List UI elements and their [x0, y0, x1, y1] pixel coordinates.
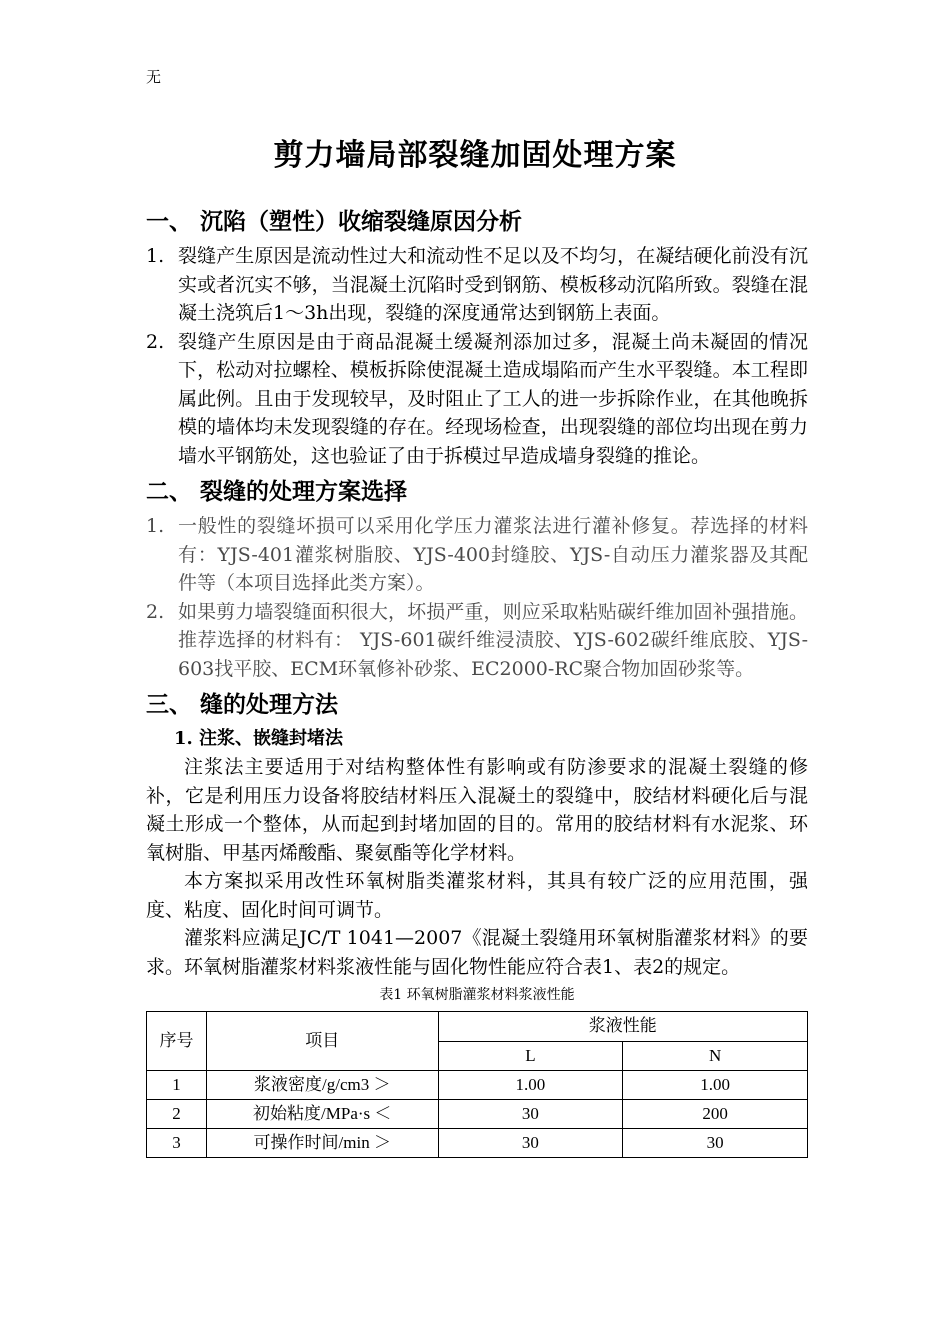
- list-number: 2.: [146, 600, 165, 623]
- header-col-n: N: [623, 1041, 808, 1071]
- document-body: [146, 206, 808, 1158]
- document-title: 剪力墙局部裂缝加固处理方案: [273, 138, 677, 173]
- table-header-row: [147, 1012, 808, 1042]
- table-row: [147, 1071, 808, 1100]
- header-item: 项目: [206, 1012, 438, 1071]
- cell-no: 3: [147, 1129, 207, 1158]
- cell-n: 200: [623, 1100, 808, 1129]
- section-heading-methods: 三、 缝的处理方法: [146, 691, 339, 718]
- cell-l: 30: [438, 1100, 623, 1129]
- section-heading-causes: 一、 沉陷（塑性）收缩裂缝原因分析: [146, 208, 523, 235]
- list-text: 一般性的裂缝坏损可以采用化学压力灌浆法进行灌补修复。荐选择的材料有：YJS-401灌浆树脂胶、YJS-400封缝胶、YJS-自动压力灌浆器及其配件等（本项目选择此类方案）。: [178, 515, 808, 594]
- section-heading-options: 二、 裂缝的处理方案选择: [146, 478, 408, 505]
- list-number: 1.: [146, 515, 165, 537]
- cell-n: 30: [623, 1129, 808, 1158]
- header-mark: 无: [146, 68, 162, 86]
- subsection-heading: 1. 注浆、嵌缝封堵法: [174, 728, 344, 749]
- list-item: [146, 242, 808, 328]
- cell-l: 1.00: [438, 1071, 623, 1100]
- list-number: 2.: [146, 330, 165, 353]
- table-caption: 表1 环氧树脂灌浆材料浆液性能: [379, 987, 575, 1003]
- cell-l: 30: [438, 1129, 623, 1158]
- list-text: 裂缝产生原因是由于商品混凝土缓凝剂添加过多，混凝土尚未凝固的情况下，松动对拉螺栓、模板拆除使混凝土造成塌陷而产生水平裂缝。本工程即属此例。且由于发现较早，及时阻止了工人的进一步拆除作业，在其他晚拆模的墙体均未发现裂缝的存在。经现场检查，出现裂缝的部位均出现在剪力墙水平钢筋处，这也验证了由于拆模过早造成墙身裂缝的推论。: [178, 330, 808, 467]
- paragraph: 灌浆料应满足JC/T 1041—2007《混凝土裂缝用环氧树脂灌浆材料》的要求。环氧树脂灌浆材料浆液性能与固化物性能应符合表1、表2的规定。: [146, 927, 808, 978]
- header-group: 浆液性能: [438, 1012, 807, 1042]
- cell-item: 初始粘度/MPa·s ＜: [206, 1100, 438, 1129]
- cell-item: 可操作时间/min ＞: [206, 1129, 438, 1158]
- list-text: 裂缝产生原因是流动性过大和流动性不足以及不均匀，在凝结硬化前没有沉实或者沉实不够，当混凝土沉陷时受到钢筋、模板移动沉陷所致。裂缝在混凝土浇筑后1～3h出现，裂缝的深度通常达到钢筋上表面。: [178, 245, 808, 324]
- cell-no: 2: [147, 1100, 207, 1129]
- list-text: 如果剪力墙裂缝面积很大，坏损严重，则应采取粘贴碳纤维加固补强措施。推荐选择的材料有： YJS-601碳纤维浸渍胶、YJS-602碳纤维底胶、YJS-603找平胶、ECM环氧修补砂浆、EC2000-RC聚合物加固砂浆等。: [178, 600, 808, 680]
- header-no: 序号: [147, 1012, 207, 1071]
- cell-no: 1: [147, 1071, 207, 1100]
- paragraph: 注浆法主要适用于对结构整体性有影响或有防渗要求的混凝土裂缝的修补，它是利用压力设备将胶结材料压入混凝土的裂缝中，胶结材料硬化后与混凝土形成一个整体，从而起到封堵加固的目的。常用的胶结材料有水泥浆、环氧树脂、甲基丙烯酸酯、聚氨酯等化学材料。: [146, 756, 808, 864]
- header-col-l: L: [438, 1041, 623, 1071]
- cell-n: 1.00: [623, 1071, 808, 1100]
- table-row: [147, 1100, 808, 1129]
- list-item: [146, 328, 808, 471]
- performance-table: [146, 1011, 808, 1158]
- cell-item: 浆液密度/g/cm3 ＞: [206, 1071, 438, 1100]
- list-item: [146, 598, 808, 684]
- paragraph: 本方案拟采用改性环氧树脂类灌浆材料，其具有较广泛的应用范围，强度、粘度、固化时间可调节。: [146, 870, 808, 921]
- table-row: [147, 1129, 808, 1158]
- list-number: 1.: [146, 245, 165, 267]
- list-item: [146, 512, 808, 598]
